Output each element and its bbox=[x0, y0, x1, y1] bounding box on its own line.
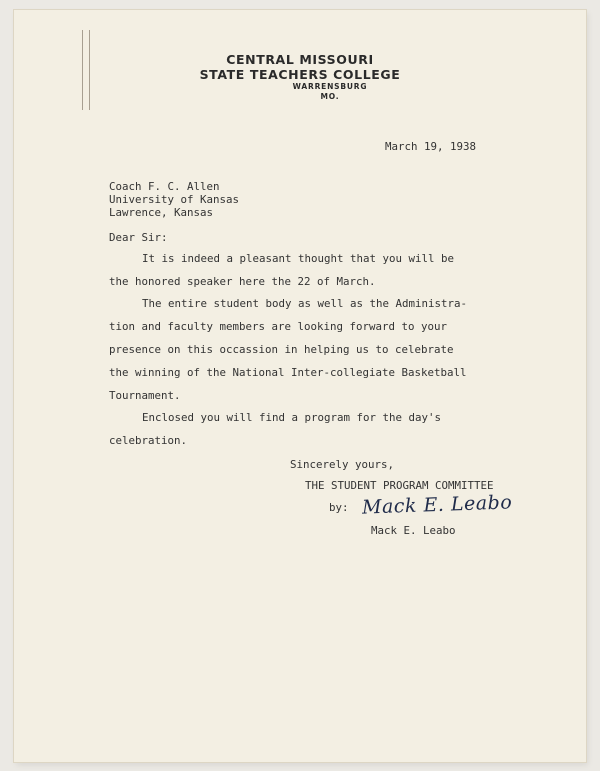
complimentary-close: Sincerely yours, bbox=[290, 458, 395, 471]
letterhead-city: WARRENSBURG bbox=[292, 82, 368, 91]
handwritten-signature: Mack E. Leabo bbox=[361, 491, 513, 519]
letterhead bbox=[170, 52, 430, 102]
body-line: Tournament. bbox=[109, 389, 181, 402]
letter-page bbox=[14, 10, 586, 762]
fold-mark bbox=[89, 30, 90, 110]
body-line: It is indeed a pleasant thought that you will be bbox=[142, 252, 455, 265]
body-line: tion and faculty members are looking forward to your bbox=[109, 320, 448, 333]
recipient-city: Lawrence, Kansas bbox=[109, 206, 214, 219]
letterhead-state: MO. bbox=[320, 92, 340, 101]
body-line: presence on this occassion in helping us to celebrate bbox=[109, 343, 454, 356]
salutation: Dear Sir: bbox=[109, 231, 168, 244]
recipient-name: Coach F. C. Allen bbox=[109, 180, 220, 193]
committee-name: THE STUDENT PROGRAM COMMITTEE bbox=[305, 479, 494, 492]
by-label: by: bbox=[329, 501, 349, 514]
letterhead-line-2: STATE TEACHERS COLLEGE bbox=[199, 67, 401, 82]
body-line: the winning of the National Inter-collegiate Basketball bbox=[109, 366, 467, 379]
recipient-institution: University of Kansas bbox=[109, 193, 240, 206]
letterhead-line-1: CENTRAL MISSOURI bbox=[226, 52, 374, 67]
fold-marks bbox=[82, 30, 90, 110]
body-line: Enclosed you will find a program for the day's bbox=[142, 411, 442, 424]
signer-name: Mack E. Leabo bbox=[371, 524, 456, 537]
body-line: the honored speaker here the 22 of March. bbox=[109, 275, 376, 288]
letter-date: March 19, 1938 bbox=[385, 140, 477, 153]
body-line: celebration. bbox=[109, 434, 188, 447]
body-line: The entire student body as well as the Administra- bbox=[142, 297, 468, 310]
fold-mark bbox=[82, 30, 83, 110]
